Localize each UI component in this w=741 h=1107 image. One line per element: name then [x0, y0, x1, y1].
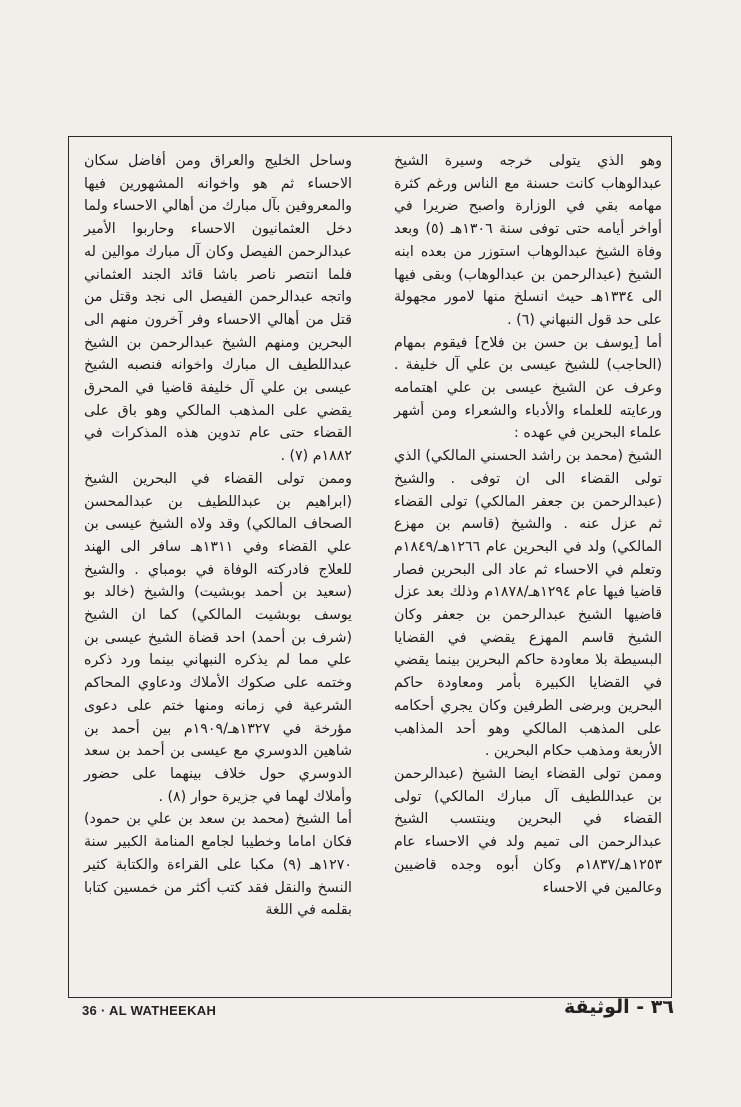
- footer-page-label-latin: 36 · AL WATHEEKAH: [82, 1003, 217, 1018]
- footer-page-label-arabic: ٣٦ - الوثيقة: [564, 996, 674, 1018]
- text-column-right: وهو الذي يتولى خرجه وسيرة الشيخ عبدالوهاب كانت حسنة مع الناس ورغم كثرة مهامه بقي في الوزارة واصبح ضريرا في أواخر أيامه حتى توفى سنة ١٣٠٦هـ (٥) وبعد وفاة الشيخ عبدالوهاب استوزر من بعده ابنه الشيخ (عبدالرحمن بن عبدالوهاب) وبقى فيها الى ١٣٣٤هـ حيث انسلخ منها لامور مجهولة على حد قول النبهاني (٦) . أما [يوسف بن حسن بن فلاح] فيقوم بمهام (الحاجب) للشيخ عيسى بن علي آل خليفة . وعرف عن الشيخ عيسى بن علي اهتمامه ورعايته للعلماء والأدباء والشعراء ومن أشهر علماء البحرين في عهده : الشيخ (محمد بن راشد الحسني المالكي) الذي تولى القضاء الى ان توفى . والشيخ (عبدالرحمن بن جعفر المالكي) تولى القضاء ثم عزل عنه . والشيخ (قاسم بن مهزع المالكي) ولد في البحرين عام ١٢٦٦هـ/١٨٤٩م وتعلم في الاحساء ثم عاد الى البحرين فصار قاضيا فيها عام ١٢٩٤هـ/١٨٧٨م وذلك بعد عزل قاضيها الشيخ عبدالرحمن بن جعفر وكان الشيخ قاسم المهزع يقضي في القضايا البسيطة بلا معاودة حاكم البحرين بينما يقضي في القضايا الكبيرة بأمر ومعاودة حاكم البحرين وبرضى الطرفين وكان يجري أحكامه على المذهب المالكي وهو أحد المذاهب الأربعة ومذهب حكام البحرين . وممن تولى القضاء ايضا الشيخ (عبدالرحمن بن عبداللطيف آل مبارك المالكي) تولى القضاء في البحرين وينتسب الشيخ عبدالرحمن الى تميم ولد في الاحساء عام ١٢٥٣هـ/١٨٣٧م وكان أبوه وجده قاضيين وعالمين في الاحساء: [394, 153, 662, 896]
- text-column-left: وساحل الخليج والعراق ومن أفاضل سكان الاحساء ثم هو واخوانه المشهورين فيها والمعروفين بآل مبارك من أهالي الاحساء ولما دخل العثمانيون الاحساء وحاربوا الأمير عبدالرحمن الفيصل وكان آل مبارك موالين له فلما انتصر ناصر باشا قائد الجند العثماني واتجه عبدالرحمن الفيصل الى نجد وقتل من قتل من أهالي الاحساء وفر آخرون منهم الى البحرين ومنهم الشيخ عبدالرحمن بن الشيخ عبداللطيف ال مبارك واخوانه فنصبه الشيخ عيسى بن علي آل خليفة قاضيا في المحرق يقضي على المذهب المالكي وهو باق على القضاء حتى عام تدوين هذه المذكرات في ١٨٨٢م (٧) . وممن تولى القضاء في البحرين الشيخ (ابراهيم بن عبداللطيف بن عبدالمحسن الصحاف المالكي) وقد ولاه الشيخ عيسى بن علي القضاء وفي ١٣١١هـ سافر الى الهند للعلاج فادركته الوفاة في بومباي . والشيخ (سعيد بن أحمد بوبشيت) والشيخ (خالد بو يوسف بوبشيت المالكي) كما ان الشيخ (شرف بن أحمد) احد قضاة الشيخ عيسى بن علي مما لم يذكره النبهاني بينما ورد ذكره وختمه على صكوك الأملاك ودعاوي المحاكم الشرعية في زمانه ومنها ختم على دعوى مؤرخة في ١٣٢٧هـ/١٩٠٩م بين أحمد بن شاهين الدوسري مع عيسى بن أحمد بن سعد الدوسري حول خلاف بينهما على حضور وأملاك لهما في جزيرة حوار (٨) . أما الشيخ (محمد بن سعد بن علي بن حمود) فكان اماما وخطيبا لجامع المنامة الكبير سنة ١٢٧٠هـ (٩) مكبا على القراءة والكتابة كثير النسخ والنقل فقد كتب أكثر من خمسين كتابا بقلمه في اللغة: [84, 153, 352, 919]
